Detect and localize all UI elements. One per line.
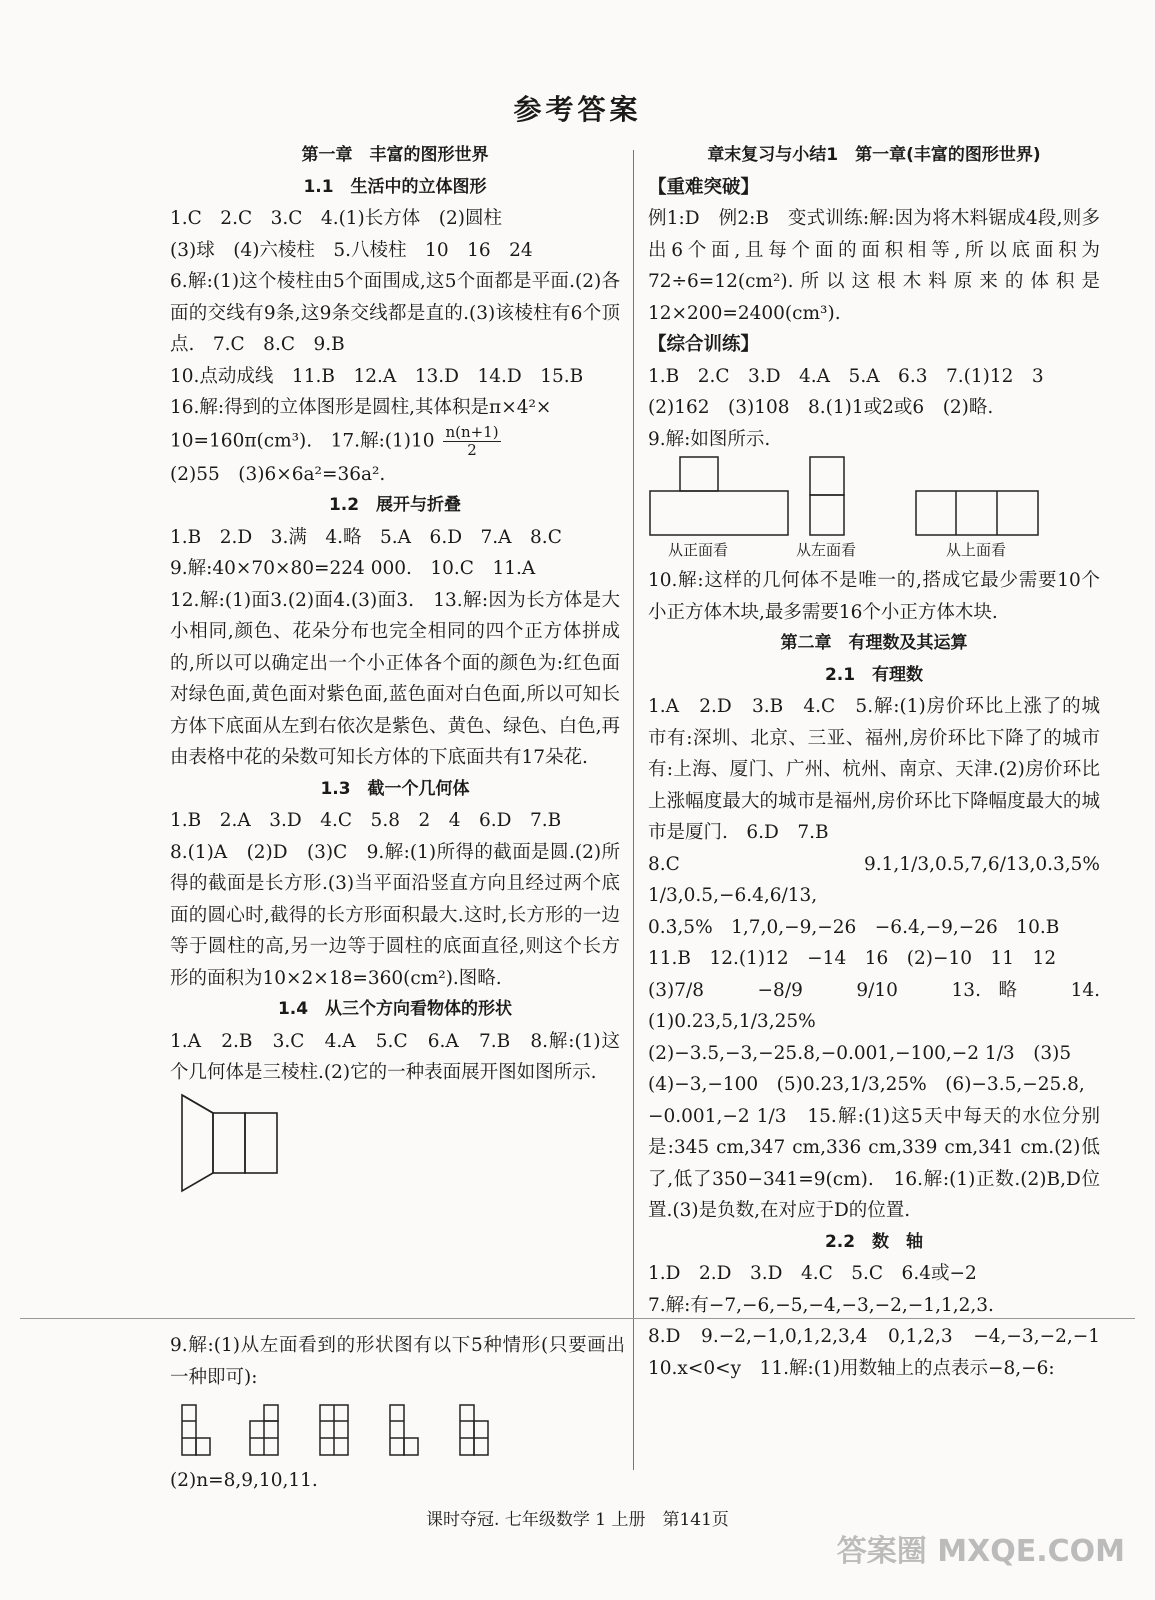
answer-line: (2)162 (3)108 8.(1)1或2或6 (2)略.	[648, 397, 994, 418]
answer-paragraph: 例1:D 例2:B 变式训练:解:因为将木料锯成4段,则多出6个面,且每个面的面积相等,所以底面积为72÷6=12(cm²).所以这根木料原来的体积是12×200=2400(cm³).	[648, 208, 1100, 324]
answer-line: 8.C 9.1,1/3,0.5,7,6/13,0.3̇,5% 1/3,0.5,−6.4,6/13,	[648, 853, 1119, 906]
answer-paragraph: 6.解:(1)这个棱柱由5个面围成,这5个面都是平面.(2)各面的交线有9条,这9条交线都是直的.(3)该棱柱有6个顶点. 7.C 8.C 9.B	[170, 271, 620, 355]
answer-line: (3)球 (4)六棱柱 5.八棱柱 10 16 24	[170, 239, 533, 261]
section-heading: 2.2 数 轴	[824, 1231, 924, 1252]
section-heading: 1.4 从三个方向看物体的形状	[277, 999, 513, 1019]
side-view-figures	[180, 1401, 510, 1461]
answer-paragraph: 8.D 9.−2,−1,0,1,2,3,4 0,1,2,3 −4,−3,−2,−1 10.x<0<y 11.解:(1)用数轴上的点表示−8,−6:	[648, 1326, 1119, 1379]
answer-line: 1.B 2.D 3.满 4.略 5.A 6.D 7.A 8.C	[170, 526, 562, 548]
answer-line: 7.解:有−7,−6,−5,−4,−3,−2,−1,1,2,3.	[648, 1294, 994, 1316]
section-heading: 1.1 生活中的立体图形	[303, 176, 487, 197]
three-views-drawing	[648, 455, 1100, 537]
fraction-denominator: 2	[467, 440, 477, 459]
view-label: 从左面看	[796, 541, 857, 559]
answer-line: (2)n=8,9,10,11.	[170, 1470, 318, 1491]
answer-line: (2)55 (3)6×6a²=36a².	[170, 463, 386, 485]
answer-line: 1.C 2.C 3.C 4.(1)长方体 (2)圆柱	[170, 208, 502, 229]
chapter-heading: 章末复习与小结1 第一章(丰富的图形世界)	[707, 145, 1041, 165]
answer-line: 9.解:如图所示.	[648, 428, 771, 450]
view-label: 从正面看	[668, 541, 729, 559]
section-heading: 1.3 截一个几何体	[320, 778, 470, 799]
answer-line: 1.D 2.D 3.D 4.C 5.C 6.4或−2	[648, 1263, 977, 1284]
subheading: 【综合训练】	[648, 334, 760, 355]
answer-paragraph: 1.A 2.D 3.B 4.C 5.解:(1)房价环比上涨了的城市有:深圳、北京、三亚、福州,房价环比下降了的城市有:上海、厦门、广州、杭州、南京、天津.(2)房价环比上涨幅度最大的城市是福州,房价环比下降幅度最大的城市是厦门. 6.D 7.B	[648, 696, 1100, 843]
answer-paragraph: 8.(1)A (2)D (3)C 9.解:(1)所得的截面是圆.(2)所得的截面是长方形.(3)当平面沿竖直方向且经过两个底面的圆心时,截得的长方形面积最大.这时,长方形的一边等于圆柱的高,另一边等于圆柱的底面直径,则这个长方形的面积为10×2×18=360(cm²).图略.	[170, 841, 620, 989]
answer-line: 11.B 12.(1)12 −14 16 (2)−10 11 12	[648, 948, 1057, 969]
answer-line: (2)−3.5,−3,−25.8,−0.001,−100,−2 1/3 (3)5	[648, 1042, 1072, 1064]
left-column	[170, 140, 620, 1193]
answer-paragraph: 12.解:(1)面3.(2)面4.(3)面3. 13.解:因为长方体是大小相同,颜色、花朵分布也完全相同的四个正方体拼成的,所以可以确定出一个小正体各个面的颜色为:红色面对绿色面,黄色面对紫色面,蓝色面对白色面,所以可知长方体下底面从左到右依次是紫色、黄色、绿色、白色,再由表格中花的朵数可知长方体的下底面共有17朵花.	[170, 589, 620, 768]
three-views-figure	[648, 455, 1100, 565]
answer-line: (3)7/8 −8/9 9/10 13.略 14.(1)0.23,5,1/3,25%	[648, 979, 1100, 1032]
answer-line: 0.3̇,5% 1,7,0,−9,−26 −6.4,−9,−26 10.B	[648, 916, 1060, 938]
chapter-heading: 第一章 丰富的图形世界	[301, 145, 489, 165]
prism-net-figure	[180, 1093, 290, 1193]
fraction-numerator: n(n+1)	[445, 422, 499, 441]
answer-line: 16.解:得到的立体图形是圆柱,其体积是π×4²×	[170, 397, 552, 418]
answer-paragraph: 9.解:(1)从左面看到的形状图有以下5种情形(只要画出一种即可):	[170, 1335, 625, 1388]
answer-line: (4)−3,−100 (5)0.23,1/3,25% (6)−3.5,−25.8,	[648, 1074, 1085, 1095]
answer-line: 10.点动成线 11.B 12.A 13.D 14.D 15.B	[170, 365, 584, 387]
answer-line: 1.B 2.C 3.D 4.A 5.A 6.3 7.(1)12 3	[648, 365, 1044, 387]
bottom-left-block	[170, 1330, 625, 1497]
answer-paragraph: 10.解:这样的几何体不是唯一的,搭成它最少需要10个小正方体木块,最多需要16个小正方体木块.	[648, 570, 1100, 623]
subheading: 【重难突破】	[648, 176, 760, 198]
answer-paragraph: −0.001,−2 1/3 15.解:(1)这5天中每天的水位分别是:345 cm,347 cm,336 cm,339 cm,341 cm.(2)低了,低了350−341=9(cm). 16.解:(1)正数.(2)B,D位置.(3)是负数,在对应于D的位置.	[648, 1105, 1100, 1221]
section-heading: 2.1 有理数	[824, 664, 924, 685]
answer-line	[170, 424, 620, 459]
answer-line: 9.解:40×70×80=224 000. 10.C 11.A	[170, 558, 536, 579]
section-heading: 1.2 展开与折叠	[328, 495, 462, 515]
answer-paragraph: 1.A 2.B 3.C 4.A 5.C 6.A 7.B 8.解:(1)这个几何体是三棱柱.(2)它的一种表面展开图如图所示.	[170, 1030, 620, 1083]
answer-text: 10=160π(cm³). 17.解:(1)10	[170, 430, 435, 451]
page-footer: 课时夺冠. 七年级数学 1 上册 第141页	[426, 1510, 729, 1530]
chapter-heading: 第二章 有理数及其运算	[780, 633, 968, 653]
page-title: 参考答案	[513, 93, 642, 126]
fraction	[443, 424, 500, 459]
column-divider	[633, 150, 634, 1470]
watermark-logo: 答案圈 MXQE.COM	[836, 1534, 1125, 1569]
view-label: 从上面看	[946, 541, 1007, 559]
right-column	[648, 140, 1119, 1384]
answer-line: 1.B 2.A 3.D 4.C 5.8 2 4 6.D 7.B	[170, 810, 562, 831]
